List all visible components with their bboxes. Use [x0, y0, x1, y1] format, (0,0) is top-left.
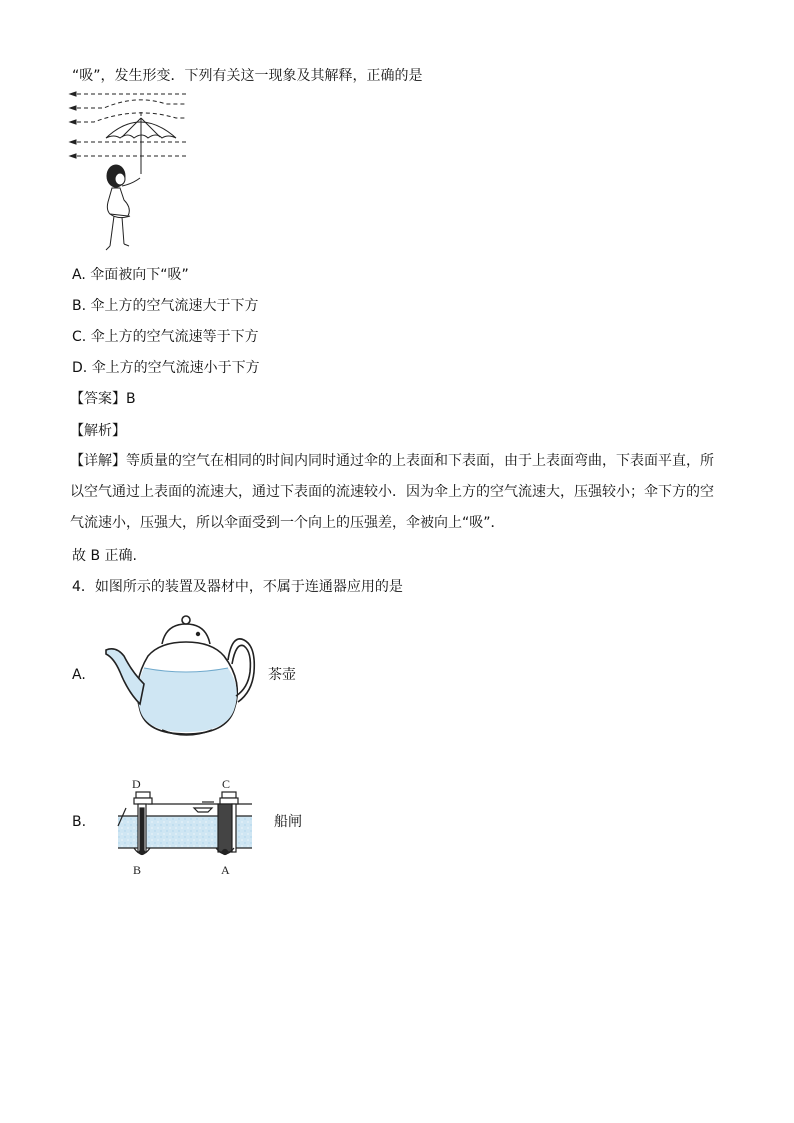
- ship-lock-figure: [112, 776, 262, 876]
- option-text: 伞面被向下“吸”: [90, 267, 189, 283]
- detail-paragraph: [70, 446, 726, 539]
- q4-option-a-caption: 茶壶: [268, 667, 296, 683]
- option-letter: C.: [72, 329, 87, 345]
- detail-label: 【详解】: [70, 453, 126, 469]
- detail-text: 等质量的空气在相同的时间内同时通过伞的上表面和下表面，由于上表面弯曲，下表面平直，所以空气通过上表面的流速大，通过下表面的流速较小．因为伞上方的空气流速大，压强较小；伞下方的空气流速小，压强大，所以伞面受到一个向上的压强差，伞被向上“吸”．: [70, 453, 714, 531]
- answer-value: B: [126, 391, 136, 407]
- label-c: C: [222, 777, 231, 791]
- answer-label: 【答案】: [70, 391, 126, 407]
- conclusion: 故 B 正确.: [72, 548, 137, 564]
- q4-option-a-letter: A.: [72, 667, 86, 683]
- option-text: 伞上方的空气流速大于下方: [90, 298, 259, 314]
- label-d: D: [132, 777, 141, 791]
- analysis-label: 【解析】: [70, 423, 126, 439]
- umbrella-figure: [66, 86, 196, 261]
- option-b: [72, 296, 259, 316]
- option-c: [72, 327, 259, 347]
- option-letter: D.: [72, 360, 88, 376]
- option-text: 伞上方的空气流速等于下方: [90, 329, 259, 345]
- option-text: 伞上方的空气流速小于下方: [91, 360, 260, 376]
- teapot-figure: [104, 612, 260, 742]
- option-d: [72, 358, 260, 378]
- answer-line: [70, 389, 136, 409]
- question-intro: “吸”，发生形变．下列有关这一现象及其解释，正确的是: [72, 68, 423, 84]
- question-4-stem: 4．如图所示的装置及器材中，不属于连通器应用的是: [72, 579, 403, 595]
- option-letter: A.: [72, 267, 86, 283]
- option-a: [72, 265, 189, 285]
- q4-option-b-caption: 船闸: [274, 814, 302, 830]
- label-b: B: [133, 863, 142, 876]
- q4-option-b-letter: B.: [72, 814, 87, 830]
- option-letter: B.: [72, 298, 87, 314]
- label-a: A: [221, 863, 230, 876]
